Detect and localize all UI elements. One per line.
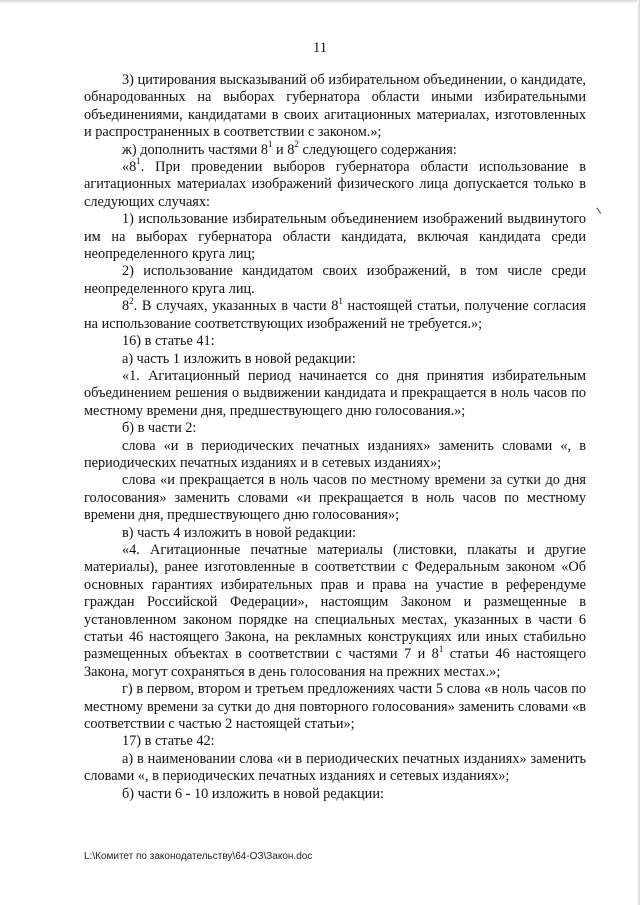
paragraph: $8^2$. В случаях, указанных в части $8^1$ настоящей статьи, получение согласия на использование соответствующих изображений не требуется.»; xyxy=(84,295,586,332)
page-number: 11 xyxy=(313,40,327,56)
document-body xyxy=(84,72,586,803)
paragraph: б) части 6 - 10 изложить в новой редакции: xyxy=(122,785,384,802)
paragraph: г) в первом, втором и третьем предложениях части 5 слова «в ноль часов по местному времени за сутки до дня повторного голосования» заменить словами «в соответствии с частью 2 настоящей статьи»; xyxy=(84,681,586,733)
paragraph: 3) цитирования высказываний об избирательном объединении, о кандидате, обнародованных на выборах губернатора области иными избирательными объединениями, кандидатами в своих агитационных материалах, изготовленных и распространенных в соответствии с законом.»; xyxy=(84,72,586,141)
paragraph: слова «и прекращается в ноль часов по местному времени за сутки до дня голосования» заменить словами «и прекращается в ноль часов по местному времени дня, предшествующего дню голосования»; xyxy=(84,472,586,524)
paragraph: 1) использование избирательным объединением изображений выдвинутого им на выборах губернатора области кандидата, включая кандидата среди неопределенного круга лиц; xyxy=(84,211,586,263)
paragraph: а) часть 1 изложить в новой редакции: xyxy=(122,350,356,367)
paragraph: в) часть 4 изложить в новой редакции: xyxy=(122,524,357,541)
paragraph: «4. Агитационные печатные материалы (листовки, плакаты и другие материалы), ранее изготовленные в соответствии с Федеральным законом «Об основных гарантиях избирательных прав и права на участие в референдуме граждан Российской Федерации», настоящим Законом и размещенные в установленном законом порядке на специальных местах, указанных в части 6 статьи 46 настоящего Закона, на рекламных конструкциях или иных стабильно размещенных объектах в соответствии с частями 7 и $8^1$ статьи 46 настоящего Закона, могут сохраняться в день голосования на прежних местах.»; xyxy=(84,541,586,680)
paragraph: 2) использование кандидатом своих изображений, в том числе среди неопределенного круга лиц. xyxy=(84,263,586,297)
file-path-footer: L:\Комитет по законодательству\64-ОЗ\Закон.doc xyxy=(84,851,313,862)
paragraph: 16) в статье 41: xyxy=(122,333,215,350)
paragraph: а) в наименовании слова «и в периодических печатных изданиях» заменить словами «, в периодических печатных изданиях и сетевых изданиях»; xyxy=(84,750,586,785)
paragraph: 17) в статье 42: xyxy=(122,733,215,750)
scan-edge-top xyxy=(0,0,640,4)
paragraph: слова «и в периодических печатных изданиях» заменить словами «, в периодических печатных изданиях и в сетевых изданиях»; xyxy=(84,437,586,471)
paragraph: «$8^1$. При проведении выборов губернатора области использование в агитационных материалах изображений физического лица допускается только в следующих случаях: xyxy=(84,156,586,210)
paragraph: «1. Агитационный период начинается со дня принятия избирательным объединением решения о выдвижении кандидата и прекращается в ноль часов по местному времени дня, предшествующего дню голосования.»; xyxy=(84,367,586,419)
paragraph: ж) дополнить частями $8^1$ и $8^2$ следующего содержания: xyxy=(122,138,457,158)
paragraph: б) в части 2: xyxy=(122,420,197,437)
scan-speck xyxy=(596,205,604,214)
